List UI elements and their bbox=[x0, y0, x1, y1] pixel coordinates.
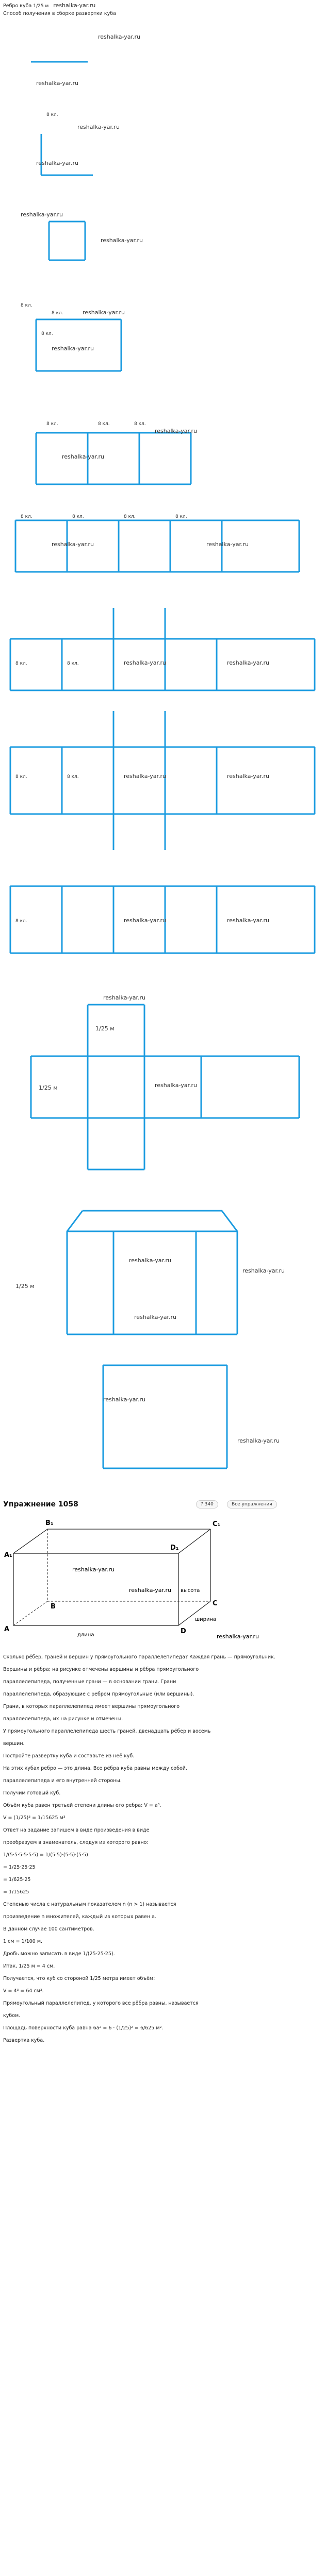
solution-line: У прямоугольного параллелепипеда шесть граней, двенадцать рёбер и восемь bbox=[3, 1728, 211, 1734]
solution-line: произведение n множителей, каждый из которых равен a. bbox=[3, 1914, 156, 1920]
square-label: 8 кл. bbox=[21, 514, 32, 519]
watermark: reshalka-yar.ru bbox=[237, 1437, 280, 1444]
label-height: высота bbox=[181, 1588, 200, 1594]
net-label: 1/25 м bbox=[39, 1084, 58, 1091]
solution-line: V = (1/25)³ = 1/15625 м³ bbox=[3, 1815, 66, 1821]
watermark: reshalka-yar.ru bbox=[129, 1587, 171, 1594]
intro-line-2: Способ получения в сборке развертки куба bbox=[3, 11, 116, 16]
watermark: reshalka-yar.ru bbox=[62, 453, 104, 460]
square-label: 8 кл. bbox=[21, 303, 32, 308]
square-label: 8 кл. bbox=[72, 514, 84, 519]
square-label: 8 кл. bbox=[124, 514, 136, 519]
square-label: 8 кл. bbox=[52, 311, 63, 316]
watermark: reshalka-yar.ru bbox=[83, 309, 125, 316]
watermark: reshalka-yar.ru bbox=[21, 211, 63, 218]
watermark: reshalka-yar.ru bbox=[36, 80, 78, 87]
square-label: 8 кл. bbox=[46, 112, 58, 117]
watermark: reshalka-yar.ru bbox=[101, 237, 143, 244]
solution-line: параллелепипеда, их на рисунке и отмечены. bbox=[3, 1716, 123, 1722]
vertex-C: C bbox=[213, 1600, 218, 1607]
watermark: reshalka-yar.ru bbox=[52, 541, 94, 548]
watermark: reshalka-yar.ru bbox=[124, 917, 166, 924]
square-label: 8 кл. bbox=[46, 421, 58, 427]
watermark: reshalka-yar.ru bbox=[77, 124, 120, 130]
help-button[interactable]: ? 340 bbox=[196, 1500, 218, 1509]
solution-line: Грани, в которых параллелепипед имеет вершины прямоугольного bbox=[3, 1704, 180, 1709]
solution-line: Площадь поверхности куба равна 6a² = 6 · (1/25)² = 6/625 м². bbox=[3, 2025, 164, 2031]
watermark: reshalka-yar.ru bbox=[103, 1396, 145, 1403]
solution-line: Ответ на задание запишем в виде произведения в виде bbox=[3, 1827, 150, 1833]
vertex-B1: B₁ bbox=[45, 1519, 54, 1527]
solution-line: V = 4³ = 64 см³. bbox=[3, 1988, 44, 1994]
solution-line: Объём куба равен третьей степени длины его ребра: V = a³. bbox=[3, 1803, 161, 1808]
watermark: reshalka-yar.ru bbox=[52, 345, 94, 352]
watermark: reshalka-yar.ru bbox=[217, 1633, 259, 1640]
solution-line: Получается, что куб со стороной 1/25 метра имеет объём: bbox=[3, 1976, 155, 1981]
square-label: 8 кл. bbox=[41, 331, 53, 336]
square-label: 8 кл. bbox=[98, 421, 110, 427]
all-exercises-button[interactable]: Все упражнения bbox=[227, 1500, 277, 1509]
watermark: reshalka-yar.ru bbox=[227, 773, 269, 779]
watermark: reshalka-yar.ru bbox=[227, 659, 269, 666]
solution-line: преобразуем в знаменатель, следуя из которого равно: bbox=[3, 1840, 149, 1845]
watermark: reshalka-yar.ru bbox=[98, 33, 140, 40]
solution-line: 1 см = 1/100 м. bbox=[3, 1939, 43, 1944]
net-edge bbox=[222, 1211, 237, 1231]
square-label: 8 кл. bbox=[15, 774, 27, 779]
net-label: 1/25 м bbox=[15, 1283, 35, 1290]
solution-line: вершин. bbox=[3, 1741, 25, 1747]
solution-line: Дробь можно записать в виде 1/(25·25·25). bbox=[3, 1951, 115, 1957]
solution-line: Сколько рёбер, граней и вершин у прямоугольного параллелепипеда? Каждая грань — прямоугольник. bbox=[3, 1654, 275, 1660]
watermark: reshalka-yar.ru bbox=[103, 994, 145, 1001]
solution-line: = 1/25·25·25 bbox=[3, 1865, 36, 1870]
net-label: 1/25 м bbox=[95, 1025, 115, 1032]
solution-line: = 1/625·25 bbox=[3, 1877, 31, 1883]
watermark: reshalka-yar.ru bbox=[124, 773, 166, 779]
solution-line: Итак, 1/25 м = 4 см. bbox=[3, 1963, 55, 1969]
watermark: reshalka-yar.ru bbox=[129, 1257, 171, 1264]
solution-line: Прямоугольный параллелепипед, у которого все рёбра равны, называется bbox=[3, 2001, 199, 2006]
solution-line: кубом. bbox=[3, 2013, 21, 2019]
solution-line: Вершины и рёбра; на рисунке отмечены вершины и рёбра прямоугольного bbox=[3, 1667, 199, 1672]
label-length: длина bbox=[77, 1632, 94, 1638]
solution-line: На этих кубах ребро — это длина. Все рёбра куба равны между собой. bbox=[3, 1766, 187, 1771]
watermark: reshalka-yar.ru bbox=[242, 1267, 285, 1274]
square-label: 8 кл. bbox=[67, 661, 79, 666]
watermark: reshalka-yar.ru bbox=[206, 541, 249, 548]
square-label: 8 кл. bbox=[134, 421, 146, 427]
intro-line-1: Ребро куба 1/25 м reshalka-yar.ru bbox=[3, 2, 96, 9]
watermark: reshalka-yar.ru bbox=[124, 659, 166, 666]
watermark: reshalka-yar.ru bbox=[72, 1566, 115, 1573]
watermark: reshalka-yar.ru bbox=[155, 428, 197, 434]
net-edge bbox=[67, 1211, 83, 1231]
solution-line: параллелепипеда, полученные грани — в основании грани. Грани bbox=[3, 1679, 176, 1685]
solution-line: 1/(5·5·5·5·5·5) = 1/(5·5)·(5·5)·(5·5) bbox=[3, 1852, 88, 1858]
watermark: reshalka-yar.ru bbox=[227, 917, 269, 924]
solution-line: В данном случае 100 сантиметров. bbox=[3, 1926, 94, 1932]
solution-line: Степенью числа с натуральным показателем n (n > 1) называется bbox=[3, 1902, 176, 1907]
vertex-A1: A₁ bbox=[4, 1551, 12, 1559]
square-label: 8 кл. bbox=[15, 661, 27, 666]
vertex-D: D bbox=[181, 1628, 186, 1635]
solution-line: Получим готовый куб. bbox=[3, 1790, 61, 1796]
vertex-B: B bbox=[51, 1603, 56, 1611]
solution-line: Развертка куба. bbox=[3, 2038, 45, 2043]
solution-line: Постройте развертку куба и составьте из неё куб. bbox=[3, 1753, 135, 1759]
vertex-C1: C₁ bbox=[213, 1520, 221, 1528]
solution-line: параллелепипеда, образующие с ребром прямоугольные (или вершины). bbox=[3, 1691, 194, 1697]
vertex-D1: D₁ bbox=[170, 1544, 179, 1552]
watermark: reshalka-yar.ru bbox=[36, 160, 78, 166]
exercise-title: Упражнение 1058 bbox=[3, 1500, 78, 1509]
square-label: 8 кл. bbox=[15, 919, 27, 924]
solution-line: параллелепипеда и его внутренней стороны. bbox=[3, 1778, 122, 1784]
square-label: 8 кл. bbox=[67, 774, 79, 779]
square-label: 8 кл. bbox=[175, 514, 187, 519]
watermark: reshalka-yar.ru bbox=[155, 1082, 197, 1089]
cube-diagram bbox=[0, 1515, 326, 1643]
watermark: reshalka-yar.ru bbox=[134, 1314, 176, 1320]
label-width: ширина bbox=[195, 1617, 217, 1622]
solution-line: = 1/15625 bbox=[3, 1889, 29, 1895]
vertex-A: A bbox=[4, 1625, 10, 1633]
